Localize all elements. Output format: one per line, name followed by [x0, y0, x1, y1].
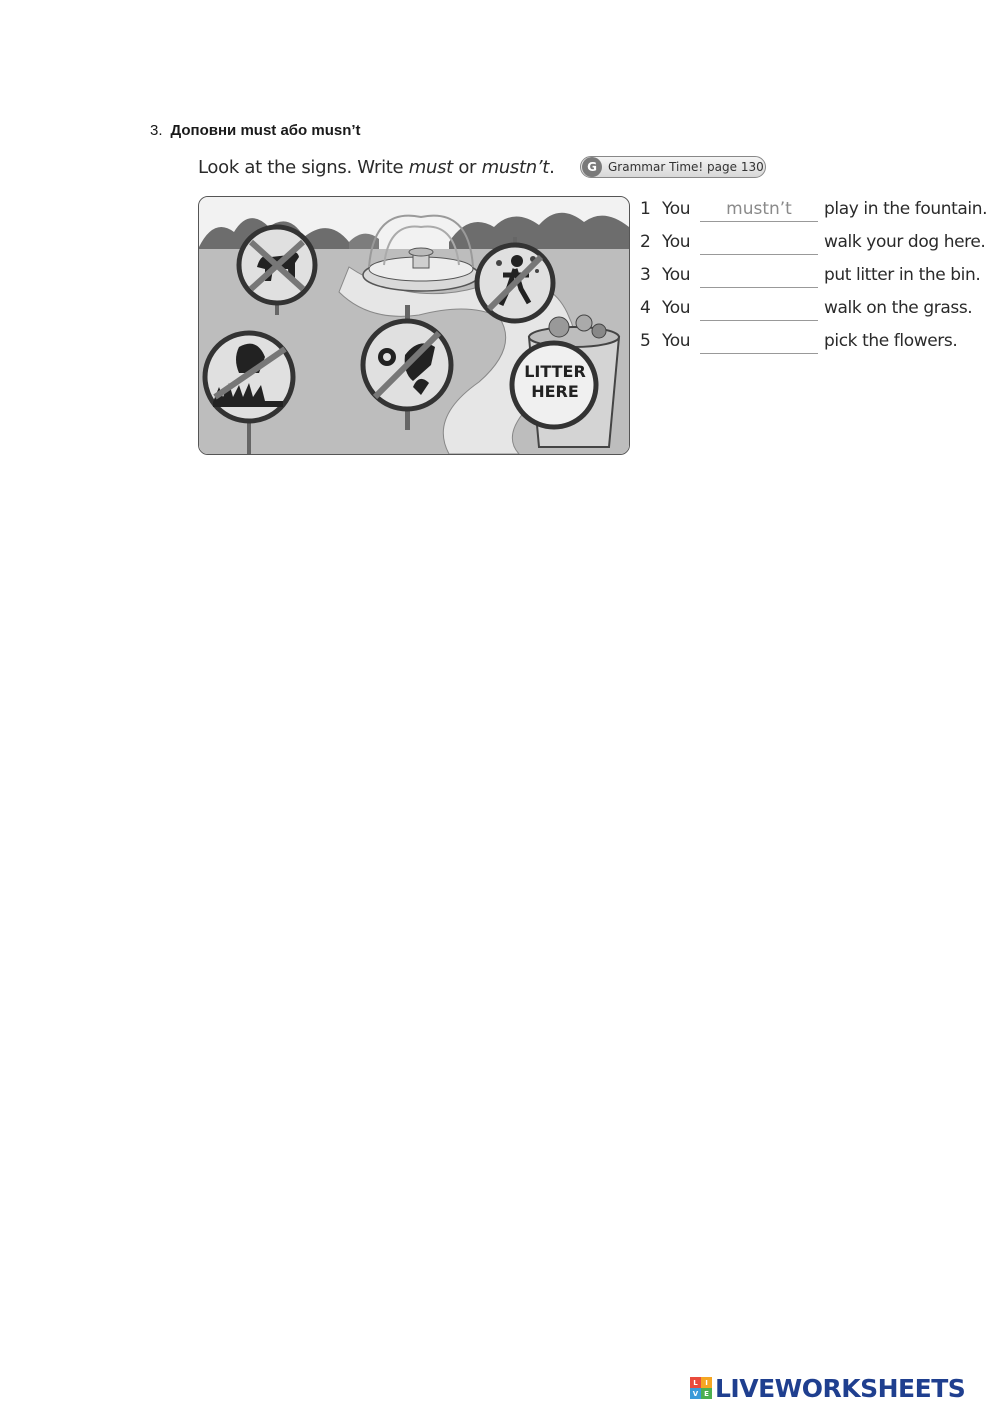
answer-input-4[interactable] — [700, 296, 818, 320]
litter-here-sign — [519, 362, 591, 402]
instruction-suffix: . — [549, 157, 555, 178]
instruction-word-must: must — [408, 157, 453, 178]
task-title — [150, 122, 361, 139]
answer-blank-4 — [700, 296, 818, 321]
logo-letter-e: E — [701, 1388, 712, 1399]
grammar-g-icon: G — [582, 157, 602, 177]
answer-input-2[interactable] — [700, 230, 818, 254]
task-number: 3. — [150, 122, 163, 139]
liveworksheets-logo-icon — [690, 1377, 712, 1399]
answer-input-3[interactable] — [700, 263, 818, 287]
item-rest: play in the fountain. — [824, 199, 988, 219]
exercise-item-5 — [640, 326, 957, 356]
item-number: 2 — [640, 232, 651, 252]
item-subject: You — [662, 331, 691, 351]
answer-input-1[interactable] — [700, 197, 818, 221]
logo-letter-v: V — [690, 1388, 701, 1399]
item-number: 5 — [640, 331, 651, 351]
exercise-item-4 — [640, 293, 972, 323]
item-rest: put litter in the bin. — [824, 265, 981, 285]
grammar-time-badge — [580, 156, 766, 178]
answer-blank-1 — [700, 197, 818, 222]
item-number: 3 — [640, 265, 651, 285]
instruction-word-mustnt: mustn’t — [481, 157, 550, 178]
instruction-text — [198, 157, 554, 178]
logo-letter-i: I — [701, 1377, 712, 1388]
item-rest: walk your dog here. — [824, 232, 986, 252]
item-subject: You — [662, 298, 691, 318]
brand-name: LIVEWORKSHEETS — [715, 1373, 966, 1403]
liveworksheets-brand[interactable] — [690, 1372, 965, 1404]
exercise-item-1 — [640, 194, 987, 224]
item-number: 4 — [640, 298, 651, 318]
exercise-item-2 — [640, 227, 985, 257]
instruction-middle: or — [452, 157, 482, 178]
task-heading: Доповни must або musn’t — [170, 122, 361, 139]
item-number: 1 — [640, 199, 651, 219]
logo-letter-l: L — [690, 1377, 701, 1388]
litter-sign-line2: HERE — [531, 382, 579, 401]
item-subject: You — [662, 232, 691, 252]
park-illustration — [198, 196, 630, 455]
answer-blank-3 — [700, 263, 818, 288]
park-scene-svg — [199, 197, 629, 454]
answer-blank-5 — [700, 329, 818, 354]
answer-blank-2 — [700, 230, 818, 255]
item-subject: You — [662, 265, 691, 285]
item-rest: pick the flowers. — [824, 331, 958, 351]
item-subject: You — [662, 199, 691, 219]
instruction-prefix: Look at the signs. Write — [198, 157, 409, 178]
litter-sign-line1: LITTER — [524, 362, 586, 381]
item-rest: walk on the grass. — [824, 298, 973, 318]
grammar-badge-label: Grammar Time! page 130 — [608, 160, 764, 174]
answer-input-5[interactable] — [700, 329, 818, 353]
exercise-item-3 — [640, 260, 980, 290]
